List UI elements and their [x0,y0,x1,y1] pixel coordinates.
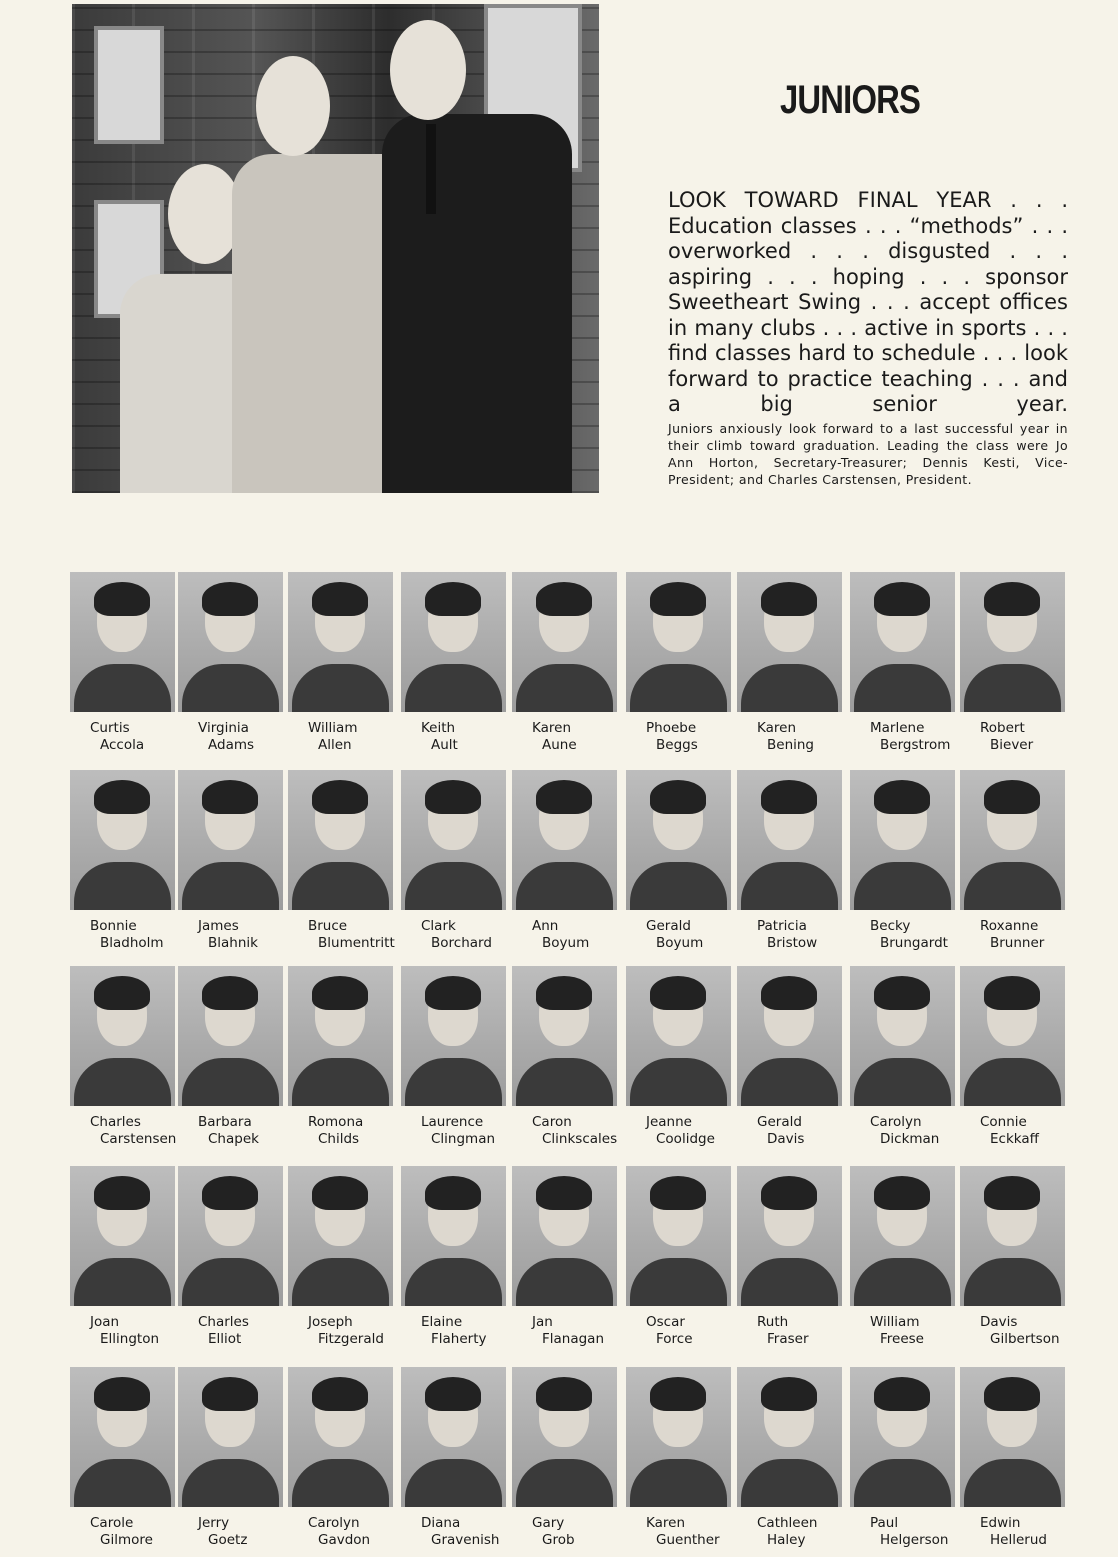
student-last-name: Clingman [431,1131,496,1147]
student-first-name: Diana [421,1515,461,1531]
student-last-name: Ellington [100,1331,160,1347]
student-first-name: Edwin [980,1515,1021,1531]
student-last-name: Childs [318,1131,360,1147]
student-portrait [178,1367,283,1507]
student-last-name: Gilbertson [990,1331,1060,1347]
student-portrait [512,966,617,1106]
student-first-name: Keith [421,720,456,736]
student-portrait [960,966,1065,1106]
student-first-name: Joan [90,1314,120,1330]
student-name [512,918,620,952]
student-portrait [401,770,506,910]
student-entry [626,1166,734,1348]
student-portrait [626,966,731,1106]
student-entry [512,966,620,1148]
student-last-name: Beggs [656,737,698,753]
student-first-name: Carolyn [308,1515,360,1531]
student-entry [850,1166,958,1348]
student-name [960,1515,1068,1549]
student-name [288,1114,396,1148]
portrait-row [70,572,1080,762]
student-name [850,1114,958,1148]
student-entry [178,770,286,952]
student-last-name: Fitzgerald [318,1331,384,1347]
student-portrait [850,1166,955,1306]
student-first-name: Davis [980,1314,1018,1330]
student-portrait [850,572,955,712]
student-portrait [70,572,175,712]
student-name [401,1515,509,1549]
student-portrait [178,572,283,712]
student-name [850,720,958,754]
student-entry [737,572,845,754]
student-portrait [960,770,1065,910]
student-last-name: Dickman [880,1131,940,1147]
student-portrait [626,1166,731,1306]
student-last-name: Fraser [767,1331,809,1347]
student-last-name: Eckkaff [990,1131,1039,1147]
student-portrait [626,770,731,910]
student-first-name: Laurence [421,1114,484,1130]
student-first-name: Gary [532,1515,565,1531]
student-portrait [512,770,617,910]
student-entry [737,966,845,1148]
portrait-row [70,1367,1080,1557]
student-entry [401,966,509,1148]
student-name [737,720,845,754]
portrait-row [70,1166,1080,1356]
student-name [737,1515,845,1549]
student-portrait [737,572,842,712]
student-name [850,1515,958,1549]
student-last-name: Boyum [542,935,590,951]
student-first-name: Bonnie [90,918,137,934]
student-entry [288,572,396,754]
student-last-name: Blahnik [208,935,258,951]
student-portrait [401,966,506,1106]
student-first-name: William [308,720,358,736]
student-first-name: Carolyn [870,1114,922,1130]
student-portrait [70,770,175,910]
student-last-name: Brungardt [880,935,948,951]
student-portrait [401,1367,506,1507]
student-entry [288,1166,396,1348]
student-last-name: Gavdon [318,1532,371,1548]
student-first-name: Carole [90,1515,134,1531]
student-last-name: Carstensen [100,1131,177,1147]
student-first-name: Karen [646,1515,686,1531]
student-last-name: Aune [542,737,577,753]
student-last-name: Bergstrom [880,737,951,753]
student-portrait [850,770,955,910]
student-name [512,1515,620,1549]
student-name [178,1114,286,1148]
student-portrait [512,572,617,712]
student-first-name: Marlene [870,720,925,736]
student-entry [70,966,178,1148]
student-first-name: Curtis [90,720,130,736]
student-entry [178,1166,286,1348]
student-portrait [737,1166,842,1306]
student-last-name: Boyum [656,935,704,951]
student-portrait [70,966,175,1106]
student-last-name: Accola [100,737,145,753]
student-portrait [178,1166,283,1306]
student-last-name: Clinkscales [542,1131,618,1147]
student-entry [178,1367,286,1549]
student-name [401,720,509,754]
officers-photo [72,4,599,493]
student-portrait [178,966,283,1106]
student-last-name: Allen [318,737,352,753]
student-first-name: Jeanne [646,1114,692,1130]
student-last-name: Bening [767,737,814,753]
student-name [626,918,734,952]
student-portrait [850,966,955,1106]
student-name [288,720,396,754]
student-entry [70,1166,178,1348]
portrait-row [70,770,1080,960]
student-first-name: Karen [532,720,572,736]
student-name [960,1114,1068,1148]
student-last-name: Haley [767,1532,806,1548]
student-name [70,1314,178,1348]
student-first-name: Elaine [421,1314,463,1330]
student-entry [850,770,958,952]
student-portrait [960,1166,1065,1306]
student-name [626,720,734,754]
student-entry [850,572,958,754]
student-portrait [512,1166,617,1306]
student-entry [850,966,958,1148]
student-name [401,1114,509,1148]
student-name [737,1114,845,1148]
student-name [626,1114,734,1148]
student-entry [288,966,396,1148]
student-name [960,720,1068,754]
student-name [401,1314,509,1348]
student-last-name: Biever [990,737,1034,753]
student-first-name: Romona [308,1114,364,1130]
student-entry [401,572,509,754]
student-entry [401,1367,509,1549]
student-first-name: Karen [757,720,797,736]
student-entry [401,1166,509,1348]
student-portrait [288,770,393,910]
student-name [626,1314,734,1348]
student-entry [288,1367,396,1549]
student-first-name: Phoebe [646,720,697,736]
student-entry [737,1367,845,1549]
student-portrait [178,770,283,910]
student-name [737,1314,845,1348]
student-first-name: Caron [532,1114,572,1130]
student-entry [626,966,734,1148]
student-first-name: Paul [870,1515,899,1531]
student-name [512,1314,620,1348]
student-entry [401,770,509,952]
student-first-name: Clark [421,918,456,934]
student-last-name: Davis [767,1131,805,1147]
student-entry [512,1166,620,1348]
student-portrait [401,1166,506,1306]
student-first-name: Roxanne [980,918,1039,934]
student-portrait [512,1367,617,1507]
student-name [737,918,845,952]
student-entry [178,572,286,754]
student-portrait [850,1367,955,1507]
student-entry [737,770,845,952]
student-first-name: Patricia [757,918,807,934]
student-name [626,1515,734,1549]
student-first-name: Jerry [198,1515,230,1531]
student-portrait [626,1367,731,1507]
student-portrait [288,1166,393,1306]
student-last-name: Flanagan [542,1331,605,1347]
student-first-name: Charles [90,1114,141,1130]
student-entry [960,770,1068,952]
student-first-name: Connie [980,1114,1027,1130]
student-portrait [737,1367,842,1507]
student-first-name: Robert [980,720,1025,736]
student-name [70,720,178,754]
student-portrait [288,1367,393,1507]
student-first-name: Jan [532,1314,553,1330]
student-first-name: Becky [870,918,911,934]
student-entry [178,966,286,1148]
student-name [288,1314,396,1348]
student-last-name: Freese [880,1331,924,1347]
student-name [960,918,1068,952]
student-entry [70,1367,178,1549]
student-first-name: Joseph [308,1314,353,1330]
student-name [178,1515,286,1549]
student-first-name: Gerald [757,1114,802,1130]
student-first-name: Ruth [757,1314,789,1330]
photo-caption: Juniors anxiously look forward to a last successful year in their climb toward graduation. Leading the class were Jo Ann Horton, Secretary-Treasurer; Dennis Kesti, Vice-President; and Charles Carstensen, President. [668,421,1068,487]
student-entry [512,1367,620,1549]
student-portrait [737,770,842,910]
student-last-name: Gravenish [431,1532,500,1548]
student-entry [512,770,620,952]
student-last-name: Grob [542,1532,575,1548]
student-last-name: Goetz [208,1532,248,1548]
student-entry [960,572,1068,754]
student-last-name: Bristow [767,935,818,951]
student-name [512,1114,620,1148]
student-entry [737,1166,845,1348]
student-name [178,918,286,952]
student-name [70,1114,178,1148]
student-entry [960,966,1068,1148]
student-last-name: Chapek [208,1131,259,1147]
student-name [401,918,509,952]
student-last-name: Bladholm [100,935,164,951]
student-entry [70,770,178,952]
student-last-name: Force [656,1331,693,1347]
student-first-name: Ann [532,918,559,934]
student-last-name: Brunner [990,935,1045,951]
student-last-name: Guenther [656,1532,720,1548]
student-first-name: Oscar [646,1314,685,1330]
intro-text: LOOK TOWARD FINAL YEAR . . . Education classes . . . “methods” . . . overworked . . . disgusted . . . aspiring . . . hoping . . . sponsor Sweetheart Swing . . . accept offices in many clubs . . . active in sports . . . find classes hard to schedule . . . look forward to practice teaching . . . and a big senior year. [668,188,1068,416]
student-name [70,1515,178,1549]
student-portrait [288,572,393,712]
student-entry [960,1166,1068,1348]
student-entry [288,770,396,952]
student-portrait [737,966,842,1106]
student-last-name: Gilmore [100,1532,153,1548]
student-entry [626,770,734,952]
student-last-name: Elliot [208,1331,242,1347]
student-last-name: Coolidge [656,1131,715,1147]
student-first-name: Gerald [646,918,691,934]
student-last-name: Adams [208,737,255,753]
portrait-row [70,966,1080,1156]
student-first-name: William [870,1314,920,1330]
student-name [960,1314,1068,1348]
student-portrait [960,1367,1065,1507]
student-entry [626,572,734,754]
student-entry [512,572,620,754]
student-entry [70,572,178,754]
student-portrait [626,572,731,712]
student-entry [626,1367,734,1549]
student-name [178,720,286,754]
student-name [178,1314,286,1348]
student-portrait [70,1166,175,1306]
student-portrait [288,966,393,1106]
page-title: JUNIORS [780,78,921,122]
student-name [70,918,178,952]
student-name [288,918,396,952]
student-first-name: Bruce [308,918,348,934]
student-last-name: Flaherty [431,1331,487,1347]
student-first-name: Charles [198,1314,249,1330]
student-name [288,1515,396,1549]
student-first-name: Barbara [198,1114,252,1130]
student-name [512,720,620,754]
student-portrait [960,572,1065,712]
student-portrait [401,572,506,712]
student-last-name: Borchard [431,935,492,951]
student-first-name: James [198,918,239,934]
student-last-name: Ault [431,737,458,753]
student-portrait [70,1367,175,1507]
student-entry [850,1367,958,1549]
student-last-name: Hellerud [990,1532,1047,1548]
student-name [850,918,958,952]
student-name [850,1314,958,1348]
student-first-name: Virginia [198,720,249,736]
student-entry [960,1367,1068,1549]
student-last-name: Helgerson [880,1532,949,1548]
student-first-name: Cathleen [757,1515,818,1531]
student-last-name: Blumentritt [318,935,395,951]
